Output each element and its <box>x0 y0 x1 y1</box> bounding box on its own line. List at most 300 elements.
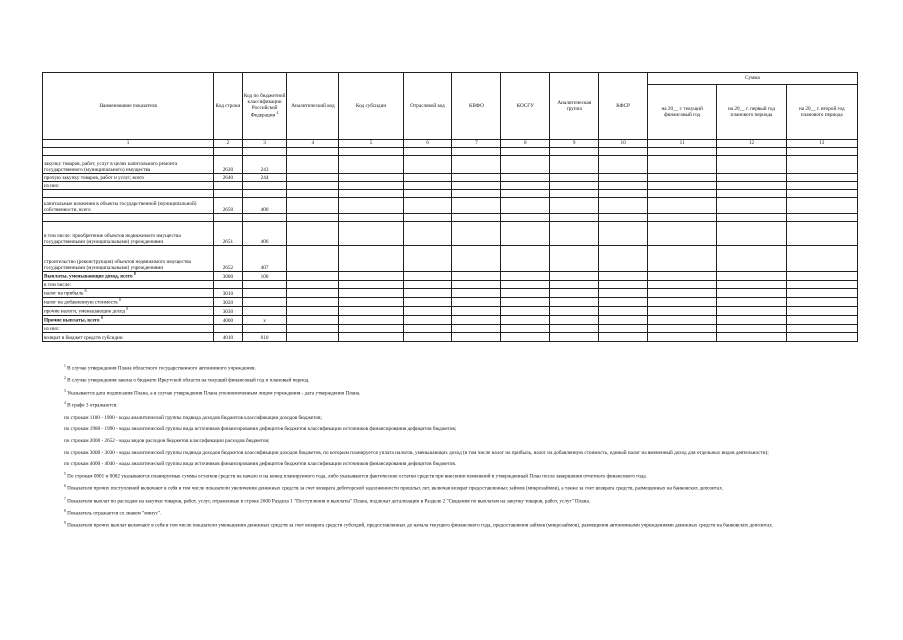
footnote-text: по строкам 4000 - 4040 - коды аналитической группы вида источников финансирования дефицитов бюджетов классификации источников финансирования дефицитов бюджетов. <box>64 461 457 468</box>
footnote-mark: 2 <box>64 376 66 381</box>
row-value-cell[interactable] <box>599 222 648 246</box>
row-value-cell[interactable] <box>786 222 857 246</box>
row-value-cell[interactable] <box>717 182 786 190</box>
row-value-cell[interactable] <box>648 174 717 182</box>
row-line-code <box>214 324 243 332</box>
table-row <box>43 315 858 324</box>
row-value-cell[interactable] <box>599 315 648 324</box>
row-value-cell[interactable] <box>550 288 599 297</box>
table-row <box>43 297 858 306</box>
row-value-cell[interactable] <box>717 324 786 332</box>
row-value-cell[interactable] <box>786 324 857 332</box>
row-value-cell[interactable] <box>717 246 786 272</box>
row-value-cell[interactable] <box>452 297 501 306</box>
row-value-cell[interactable] <box>501 315 550 324</box>
row-budget-code: 243 <box>242 156 287 174</box>
row-value-cell[interactable] <box>786 332 857 341</box>
row-name <box>43 222 214 246</box>
footnote-mark: 1 <box>64 364 66 368</box>
row-value-cell[interactable] <box>648 190 717 198</box>
row-value-cell[interactable] <box>287 246 339 272</box>
row-name <box>43 190 214 198</box>
footnote-mark: 6 <box>64 484 66 489</box>
row-value-cell[interactable] <box>339 190 403 198</box>
row-value-cell[interactable] <box>339 156 403 174</box>
row-value-cell[interactable] <box>550 198 599 214</box>
footnote-text: Показатели выплат по расходам на закупки товаров, работ, услуг, отраженные в строке 2600 Раздела 1 "Поступления и выплаты" Плана, подлежат детализации в Разделе 2 "Сведения по выплатам на закупку товаров, работ, услуг" Плана. <box>67 498 591 505</box>
row-name-text: закупку товаров, работ, услуг в целях капитального ремонта государственного (муниципального) имущества <box>44 160 178 173</box>
row-value-cell[interactable] <box>786 182 857 190</box>
table-row <box>43 148 858 156</box>
col-number: 13 <box>786 140 857 148</box>
row-name-text: Выплаты, уменьшающие доход, всего <box>44 273 133 280</box>
row-value-cell[interactable] <box>501 297 550 306</box>
row-value-cell[interactable] <box>717 288 786 297</box>
row-budget-code <box>242 297 287 306</box>
row-value-cell[interactable] <box>339 198 403 214</box>
row-budget-code: 400 <box>242 198 287 214</box>
row-value-cell[interactable] <box>786 272 857 281</box>
row-value-cell[interactable] <box>339 324 403 332</box>
row-value-cell[interactable] <box>550 182 599 190</box>
row-name-text: прочие налоги, уменьшающие доход <box>44 308 125 315</box>
row-name <box>43 315 214 324</box>
row-value-cell[interactable] <box>599 324 648 332</box>
row-budget-code <box>242 306 287 315</box>
row-value-cell[interactable] <box>287 324 339 332</box>
table-row <box>43 156 858 174</box>
plan-table <box>42 72 858 342</box>
row-value-cell[interactable] <box>452 288 501 297</box>
row-value-cell[interactable] <box>501 174 550 182</box>
col-number: 8 <box>501 140 550 148</box>
row-value-cell[interactable] <box>452 222 501 246</box>
footnote-text: Показатели прочих поступлений включают в себя в том числе показатели увеличения денежных средств за счет возврата дебиторской задолженности прошлых лет, включая возврат предоставленных займов (микрозаймов), а также за счет возврата средств, размещенных на банковских депозитах. <box>67 485 724 492</box>
row-value-cell[interactable] <box>550 272 599 281</box>
row-value-cell[interactable] <box>501 198 550 214</box>
row-budget-code: 406 <box>242 222 287 246</box>
row-value-cell[interactable] <box>717 156 786 174</box>
row-value-cell[interactable] <box>452 214 501 222</box>
footnote-text: Указывается дата подписания Плана, а в случае утверждения Плана уполномоченным лицом учреждения - дата утверждения Плана. <box>67 390 361 397</box>
footnote <box>42 389 858 398</box>
row-value-cell[interactable] <box>550 324 599 332</box>
row-value-cell[interactable] <box>786 198 857 214</box>
row-value-cell[interactable] <box>452 198 501 214</box>
header-sum: Сумма <box>648 73 858 85</box>
row-value-cell[interactable] <box>501 306 550 315</box>
footnote-mark: 9 <box>64 521 66 526</box>
row-value-cell[interactable] <box>786 297 857 306</box>
row-value-cell[interactable] <box>501 332 550 341</box>
row-value-cell[interactable] <box>786 315 857 324</box>
table-row <box>43 222 858 246</box>
row-value-cell[interactable] <box>717 148 786 156</box>
row-value-cell[interactable] <box>717 306 786 315</box>
footnote <box>42 425 858 433</box>
row-name <box>43 246 214 272</box>
col-number: 4 <box>287 140 339 148</box>
row-value-cell[interactable] <box>786 190 857 198</box>
row-value-cell[interactable] <box>403 288 452 297</box>
header-industry-code: Отраслевой код <box>403 73 452 140</box>
row-name <box>43 306 214 315</box>
footnote <box>42 376 858 385</box>
row-value-cell[interactable] <box>648 222 717 246</box>
row-name <box>43 148 214 156</box>
row-value-cell[interactable] <box>599 156 648 174</box>
row-value-cell[interactable] <box>501 182 550 190</box>
row-value-cell[interactable] <box>648 272 717 281</box>
footnote-text: В случае утверждения закона о бюджете Иркутской области на текущий финансовый год и плановый период. <box>67 378 310 385</box>
row-value-cell[interactable] <box>287 214 339 222</box>
row-value-cell[interactable] <box>452 324 501 332</box>
row-value-cell[interactable] <box>550 246 599 272</box>
row-value-cell[interactable] <box>452 272 501 281</box>
row-value-cell[interactable] <box>501 280 550 288</box>
row-name-text: из них: <box>44 182 60 189</box>
footnote-text: по строкам 3000 - 3030 - коды аналитической группы подвида доходов бюджетов классификации доходов бюджетов, по которым планируется уплата налогов, уменьшающих доход (в том числе налог на прибыль, налог на добавленную стоимость, единый налог на вмененный доход для отдельных видов деятельности); <box>64 449 769 456</box>
row-name <box>43 280 214 288</box>
row-value-cell[interactable] <box>403 280 452 288</box>
row-value-cell[interactable] <box>599 332 648 341</box>
row-value-cell[interactable] <box>599 246 648 272</box>
row-value-cell[interactable] <box>339 222 403 246</box>
footnote-mark: 5 <box>64 471 66 476</box>
row-value-cell[interactable] <box>403 182 452 190</box>
row-value-cell[interactable] <box>786 246 857 272</box>
footnote-mark: 4 <box>64 401 66 406</box>
row-value-cell[interactable] <box>403 156 452 174</box>
row-value-cell[interactable] <box>452 306 501 315</box>
row-value-cell[interactable] <box>339 214 403 222</box>
row-name-text: налог на добавленную стоимость <box>44 299 118 306</box>
footnote <box>42 449 858 457</box>
row-value-cell[interactable] <box>403 315 452 324</box>
row-value-cell[interactable] <box>452 190 501 198</box>
footnote <box>42 484 858 493</box>
footnote <box>42 414 858 422</box>
row-value-cell[interactable] <box>403 246 452 272</box>
row-value-cell[interactable] <box>599 280 648 288</box>
col-number: 10 <box>599 140 648 148</box>
row-value-cell[interactable] <box>599 297 648 306</box>
row-value-cell[interactable] <box>599 148 648 156</box>
row-value-cell[interactable] <box>287 190 339 198</box>
table-row <box>43 246 858 272</box>
row-value-cell[interactable] <box>501 288 550 297</box>
row-value-cell[interactable] <box>287 315 339 324</box>
row-value-cell[interactable] <box>501 214 550 222</box>
row-name-text: в том числе: <box>44 281 72 288</box>
row-value-cell[interactable] <box>599 272 648 281</box>
row-value-cell[interactable] <box>287 148 339 156</box>
row-value-cell[interactable] <box>501 222 550 246</box>
row-value-cell[interactable] <box>648 182 717 190</box>
header-year-current: на 20__ г. текущий финансовый год <box>648 85 717 140</box>
footnote-text: Показатель отражается со знаком "минус". <box>67 510 162 517</box>
row-line-code: 2651 <box>214 222 243 246</box>
row-value-cell[interactable] <box>403 222 452 246</box>
row-value-cell[interactable] <box>501 156 550 174</box>
row-budget-code <box>242 324 287 332</box>
row-name-text: возврат в бюджет средств субсидии <box>44 334 123 341</box>
row-value-cell[interactable] <box>501 246 550 272</box>
footnote <box>42 497 858 506</box>
row-value-cell[interactable] <box>339 306 403 315</box>
footnote <box>42 472 858 481</box>
row-value-cell[interactable] <box>717 198 786 214</box>
table-row <box>43 324 858 332</box>
row-value-cell[interactable] <box>786 214 857 222</box>
row-value-cell[interactable] <box>403 306 452 315</box>
row-value-cell[interactable] <box>599 190 648 198</box>
header-kosgu: КОСГУ <box>501 73 550 140</box>
row-value-cell[interactable] <box>501 190 550 198</box>
row-value-cell[interactable] <box>287 182 339 190</box>
row-value-cell[interactable] <box>599 182 648 190</box>
header-kfsr: КФСР <box>599 73 648 140</box>
row-name-text: капитальные вложения в объекты государственной (муниципальной) собственности, всего <box>44 200 197 213</box>
row-value-cell[interactable] <box>339 288 403 297</box>
row-value-cell[interactable] <box>717 297 786 306</box>
row-name <box>43 198 214 214</box>
row-value-cell[interactable] <box>287 272 339 281</box>
row-name-text: прочую закупку товаров, работ и услуг, всего <box>44 174 145 181</box>
row-value-cell[interactable] <box>786 148 857 156</box>
row-name <box>43 297 214 306</box>
row-value-cell[interactable] <box>403 332 452 341</box>
footnote <box>42 509 858 518</box>
header-name: Наименование показателя <box>43 73 214 140</box>
row-value-cell[interactable] <box>403 297 452 306</box>
table-row <box>43 182 858 190</box>
row-value-cell[interactable] <box>550 148 599 156</box>
row-value-cell[interactable] <box>403 214 452 222</box>
header-analytic-group: Аналитическая группа <box>550 73 599 140</box>
row-value-cell[interactable] <box>339 182 403 190</box>
row-line-code: 4010 <box>214 332 243 341</box>
col-number: 6 <box>403 140 452 148</box>
row-value-cell[interactable] <box>403 148 452 156</box>
row-value-cell[interactable] <box>599 306 648 315</box>
row-value-cell[interactable] <box>452 174 501 182</box>
col-number: 5 <box>339 140 403 148</box>
row-value-cell[interactable] <box>648 246 717 272</box>
row-value-cell[interactable] <box>717 214 786 222</box>
row-line-code: 3010 <box>214 288 243 297</box>
row-value-cell[interactable] <box>550 174 599 182</box>
header-line-code: Код строки <box>214 73 243 140</box>
row-name <box>43 288 214 297</box>
header-year-second: на 20__ г. второй год планового периода <box>786 85 857 140</box>
table-row <box>43 280 858 288</box>
row-value-cell[interactable] <box>648 306 717 315</box>
row-name-text: налог на прибыль <box>44 290 84 297</box>
footnote-text: по строкам 1980 - 1990 - коды аналитической группы вида источников финансирования дефицитов бюджетов классификации источников финансирования дефицитов бюджетов; <box>64 426 457 433</box>
row-name-text: строительство (реконструкция) объектов недвижимого имущества государственными (муниципальными) учреждениями <box>44 258 191 271</box>
row-budget-code: 407 <box>242 246 287 272</box>
table-body <box>43 148 858 342</box>
row-name <box>43 174 214 182</box>
row-line-code: 2652 <box>214 246 243 272</box>
row-line-code <box>214 190 243 198</box>
row-value-cell[interactable] <box>648 280 717 288</box>
row-budget-code <box>242 214 287 222</box>
row-name <box>43 332 214 341</box>
row-value-cell[interactable] <box>599 198 648 214</box>
header-kvfo: КВФО <box>452 73 501 140</box>
row-value-cell[interactable] <box>403 324 452 332</box>
row-value-cell[interactable] <box>287 297 339 306</box>
row-value-cell[interactable] <box>339 174 403 182</box>
footnote <box>42 521 858 530</box>
footnote-mark: 3 <box>64 388 66 393</box>
table-row <box>43 214 858 222</box>
header-budget-code-note: 4 <box>276 111 279 116</box>
row-value-cell[interactable] <box>717 190 786 198</box>
row-value-cell[interactable] <box>550 315 599 324</box>
row-value-cell[interactable] <box>339 280 403 288</box>
row-value-cell[interactable] <box>599 174 648 182</box>
row-value-cell[interactable] <box>287 332 339 341</box>
table-row <box>43 190 858 198</box>
row-value-cell[interactable] <box>599 214 648 222</box>
row-value-cell[interactable] <box>339 332 403 341</box>
row-budget-code <box>242 190 287 198</box>
row-value-cell[interactable] <box>648 288 717 297</box>
row-footnote-mark: 8 <box>118 297 121 302</box>
row-line-code <box>214 182 243 190</box>
row-value-cell[interactable] <box>550 214 599 222</box>
row-value-cell[interactable] <box>501 148 550 156</box>
row-line-code: 2640 <box>214 174 243 182</box>
row-value-cell[interactable] <box>550 297 599 306</box>
row-value-cell[interactable] <box>287 222 339 246</box>
col-number: 3 <box>242 140 287 148</box>
row-footnote-mark: 8 <box>133 272 136 276</box>
row-value-cell[interactable] <box>648 297 717 306</box>
row-line-code: 3030 <box>214 306 243 315</box>
row-value-cell[interactable] <box>550 222 599 246</box>
row-value-cell[interactable] <box>403 190 452 198</box>
table-row <box>43 174 858 182</box>
footnote-text: В графе 3 отражаются: <box>67 402 118 409</box>
row-value-cell[interactable] <box>339 315 403 324</box>
row-value-cell[interactable] <box>339 246 403 272</box>
row-value-cell[interactable] <box>403 272 452 281</box>
header-budget-code <box>242 73 287 140</box>
row-value-cell[interactable] <box>648 214 717 222</box>
row-value-cell[interactable] <box>648 198 717 214</box>
row-value-cell[interactable] <box>501 272 550 281</box>
row-value-cell[interactable] <box>648 156 717 174</box>
col-number: 12 <box>717 140 786 148</box>
row-budget-code <box>242 148 287 156</box>
row-budget-code <box>242 280 287 288</box>
row-value-cell[interactable] <box>648 324 717 332</box>
row-value-cell[interactable] <box>287 288 339 297</box>
row-value-cell[interactable] <box>339 148 403 156</box>
row-value-cell[interactable] <box>452 246 501 272</box>
row-value-cell[interactable] <box>786 156 857 174</box>
row-value-cell[interactable] <box>786 288 857 297</box>
row-value-cell[interactable] <box>550 190 599 198</box>
row-value-cell[interactable] <box>717 222 786 246</box>
footnote-text: по строкам 1100 - 1900 - коды аналитической группы подвида доходов бюджетов классификации доходов бюджетов; <box>64 414 322 421</box>
row-value-cell[interactable] <box>717 280 786 288</box>
row-value-cell[interactable] <box>501 324 550 332</box>
row-name <box>43 156 214 174</box>
row-value-cell[interactable] <box>403 198 452 214</box>
row-value-cell[interactable] <box>452 315 501 324</box>
row-value-cell[interactable] <box>786 280 857 288</box>
footnote <box>42 460 858 468</box>
row-value-cell[interactable] <box>287 280 339 288</box>
row-value-cell[interactable] <box>717 315 786 324</box>
footnote-text: по строкам 2000 - 2652 - коды видов расходов бюджетов классификации расходов бюджетов; <box>64 437 270 444</box>
row-value-cell[interactable] <box>648 315 717 324</box>
row-value-cell[interactable] <box>717 272 786 281</box>
table-row <box>43 272 858 281</box>
row-value-cell[interactable] <box>287 306 339 315</box>
row-value-cell[interactable] <box>786 306 857 315</box>
row-value-cell[interactable] <box>550 156 599 174</box>
row-value-cell[interactable] <box>403 174 452 182</box>
row-name-text: Прочие выплаты, всего <box>44 317 100 324</box>
row-name <box>43 272 214 281</box>
row-value-cell[interactable] <box>648 148 717 156</box>
row-value-cell[interactable] <box>287 156 339 174</box>
row-name <box>43 324 214 332</box>
row-value-cell[interactable] <box>717 174 786 182</box>
row-value-cell[interactable] <box>452 148 501 156</box>
row-value-cell[interactable] <box>550 280 599 288</box>
table-row <box>43 332 858 341</box>
row-value-cell[interactable] <box>648 332 717 341</box>
row-budget-code <box>242 182 287 190</box>
row-value-cell[interactable] <box>452 156 501 174</box>
row-budget-code: 610 <box>242 332 287 341</box>
row-value-cell[interactable] <box>452 182 501 190</box>
col-number: 1 <box>43 140 214 148</box>
row-value-cell[interactable] <box>550 332 599 341</box>
row-budget-code <box>242 288 287 297</box>
col-number: 9 <box>550 140 599 148</box>
row-value-cell[interactable] <box>452 332 501 341</box>
row-value-cell[interactable] <box>717 332 786 341</box>
footnote <box>42 401 858 410</box>
row-name-text: в том числе: приобретение объектов недвижимого имущества государственными (муниципальными) учреждениями <box>44 232 181 245</box>
row-budget-code: х <box>242 315 287 324</box>
table-row <box>43 198 858 214</box>
row-value-cell[interactable] <box>287 174 339 182</box>
row-line-code: 3000 <box>214 272 243 281</box>
row-value-cell[interactable] <box>550 306 599 315</box>
row-value-cell[interactable] <box>339 272 403 281</box>
row-value-cell[interactable] <box>287 198 339 214</box>
row-line-code: 3020 <box>214 297 243 306</box>
header-year-first: на 20__ г. первый год планового периода <box>717 85 786 140</box>
row-line-code: 2630 <box>214 156 243 174</box>
footnote-text: Показатели прочих выплат включают в себя в том числе показатели уменьшения денежных средств за счет возврата средств субсидий, предоставленных до начала текущего финансового года, предоставления займов (микрозаймов), размещения автономными учреждениями денежных средств на банковских депозитах. <box>67 523 774 530</box>
row-value-cell[interactable] <box>339 297 403 306</box>
row-value-cell[interactable] <box>599 288 648 297</box>
row-footnote-mark: 8 <box>126 306 129 311</box>
row-value-cell[interactable] <box>786 174 857 182</box>
row-value-cell[interactable] <box>452 280 501 288</box>
row-line-code <box>214 214 243 222</box>
